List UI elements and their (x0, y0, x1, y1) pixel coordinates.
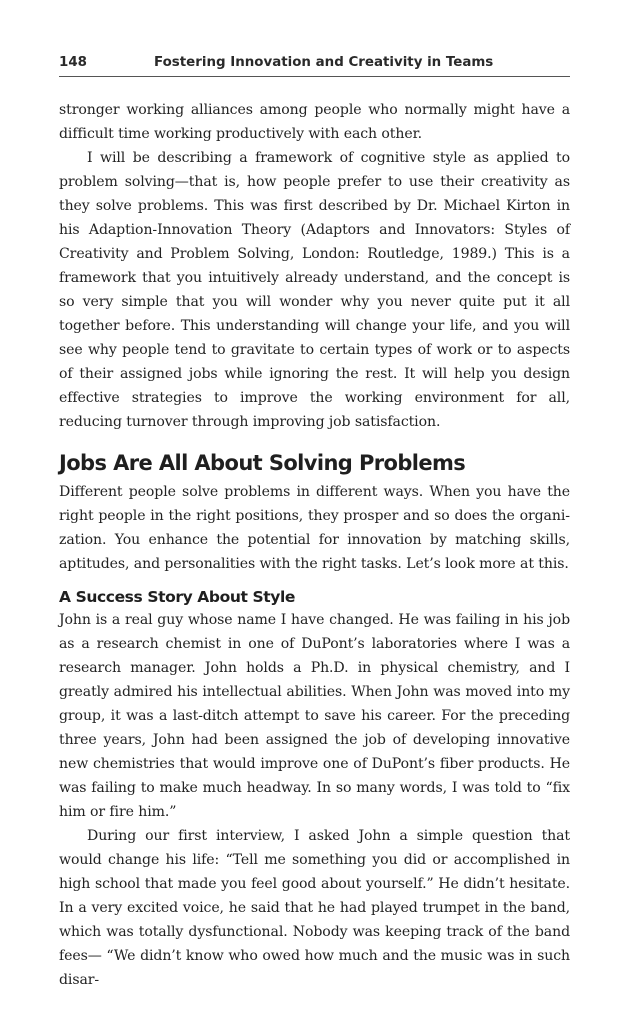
paragraph-framework: I will be describing a framework of cognitive style as applied to problem solving—that is, how people prefer to use their creativity as they solve problems. This was first described by Dr. Michael Kirton in his Adaption-Innovation Theory (Adaptors and Innovators: Styles of Creativity and Problem Solving, London: Routledge, 1989.) This is a framework that you intuitively already understand, and the concept is so very simple that you will wonder why you never quite put it all together before. This understanding will change your life, and you will see why people tend to gravitate to certain types of work or to aspects of their assigned jobs while ignoring the rest. It will help you design effective strategies to improve the working environment for all, reducing turnover through improving job satisfaction. (59, 150, 570, 430)
book-page (59, 52, 570, 992)
running-title: Fostering Innovation and Creativity in Teams (154, 55, 494, 70)
paragraph-solving-problems: Different people solve problems in different ways. When you have the right people in the right positions, they prosper and so does the organization. You enhance the potential for innovation by matching skills, aptitudes, and personalities with the right tasks. Let’s look more at this. (59, 484, 570, 572)
body-text (59, 98, 570, 992)
paragraph-intro-continued: stronger working alliances among people who normally might have a difficult time working productively with each other. (59, 102, 570, 142)
subsection-heading: A Success Story About Style (59, 588, 295, 606)
section-heading: Jobs Are All About Solving Problems (59, 451, 466, 475)
paragraph-john-story: John is a real guy whose name I have changed. He was failing in his job as a research chemist in one of DuPont’s laboratories where I was a research manager. John holds a Ph.D. in physical chemistry, and I greatly admired his intellectual abilities. When John was moved into my group, it was a last-ditch attempt to save his career. For the preceding three years, John had been assigned the job of developing innovative new chemistries that would improve one of DuPont’s fiber products. He was failing to make much headway. In so many words, I was told to “fix him or fire him.” (59, 612, 570, 820)
page-number: 148 (59, 55, 87, 70)
running-header (59, 52, 570, 77)
paragraph-first-interview: During our first interview, I asked John a simple question that would change his life: “Tell me something you did or accomplished in high school that made you feel good about yourself.” He didn’t hesitate. In a very excited voice, he said that he had played trumpet in the band, which was totally dysfunctional. Nobody was keeping track of the band fees— “We didn’t know who owed how much and the music was in such disar- (59, 828, 570, 988)
